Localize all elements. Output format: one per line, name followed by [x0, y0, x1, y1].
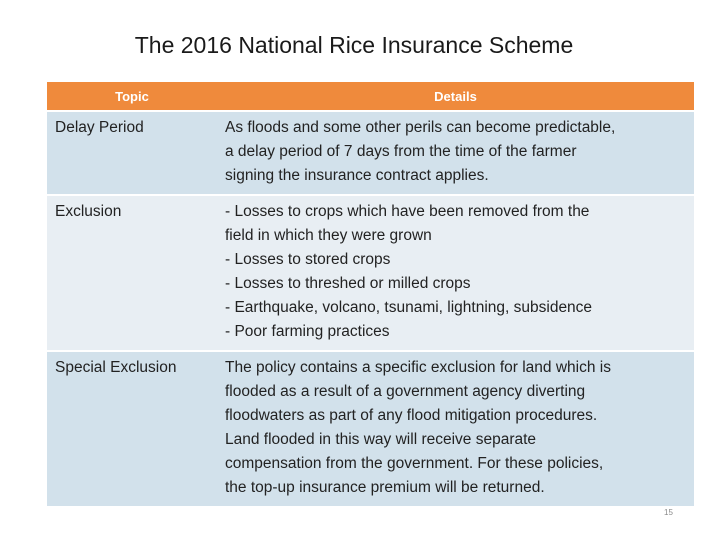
topic-label: Exclusion [55, 203, 122, 220]
table-header-row [47, 82, 694, 111]
topic-cell [47, 195, 217, 351]
detail-line: - Losses to stored crops [225, 251, 391, 268]
detail-line: The policy contains a specific exclusion for land which is [225, 359, 611, 376]
details-column-header: Details [217, 82, 694, 111]
detail-line: - Earthquake, volcano, tsunami, lightning, subsidence [225, 299, 593, 316]
details-cell [217, 195, 694, 351]
detail-line: As floods and some other perils can become predictable, [225, 119, 616, 136]
detail-line: the top-up insurance premium will be returned. [225, 479, 545, 496]
topic-cell [47, 351, 217, 506]
topic-column-header: Topic [47, 82, 217, 111]
detail-line: floodwaters as part of any flood mitigation procedures. [225, 407, 598, 424]
table-row-exclusion [47, 195, 694, 351]
table-row-special-exclusion [47, 351, 694, 506]
table-row-delay-period [47, 111, 694, 195]
topic-label: Special Exclusion [55, 359, 177, 376]
page-number: 15 [664, 508, 673, 517]
insurance-scheme-table [47, 82, 694, 506]
detail-line: Land flooded in this way will receive separate [225, 431, 537, 448]
detail-line: flooded as a result of a government agency diverting [225, 383, 586, 400]
details-cell [217, 351, 694, 506]
topic-label: Delay Period [55, 119, 144, 136]
detail-line: a delay period of 7 days from the time of the farmer [225, 143, 577, 160]
topic-cell [47, 111, 217, 195]
detail-line: signing the insurance contract applies. [225, 167, 489, 184]
detail-line: - Poor farming practices [225, 323, 390, 340]
detail-line: - Losses to threshed or milled crops [225, 275, 471, 292]
detail-line: field in which they were grown [225, 227, 432, 244]
slide-title: The 2016 National Rice Insurance Scheme [134, 32, 574, 58]
details-cell [217, 111, 694, 195]
detail-line: compensation from the government. For these policies, [225, 455, 604, 472]
detail-line: - Losses to crops which have been removed from the [225, 203, 590, 220]
